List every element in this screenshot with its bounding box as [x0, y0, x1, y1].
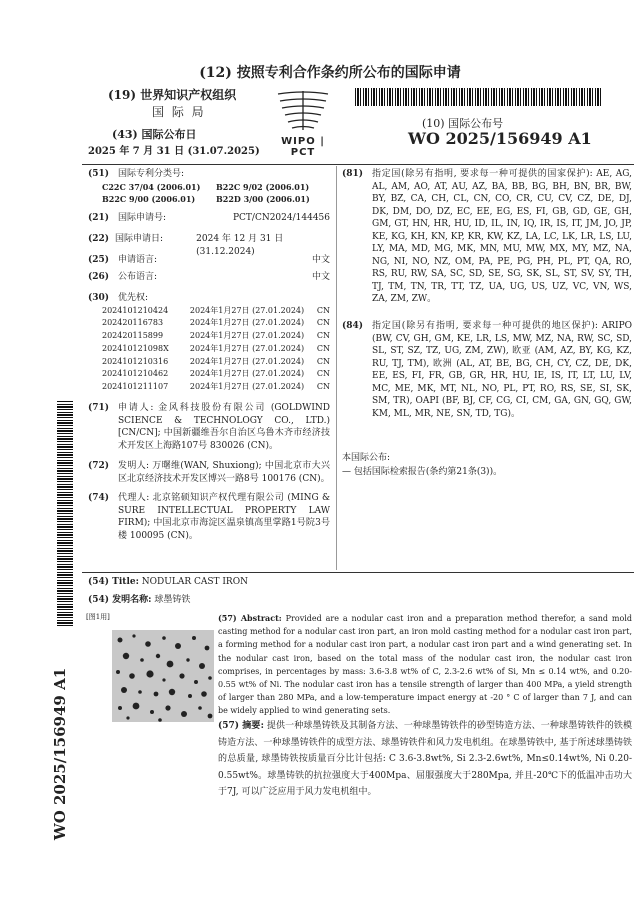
graphite-nodules-figure — [112, 630, 214, 722]
field-51: (51) 国际专利分类号: C22C 37/04 (2006.01) B22C 9/02 (2006.01) B22C 9/00 (2006.01) B22D 3/00 (2006.01) — [88, 169, 310, 204]
pub-no-label: (10) 国际公布号 — [422, 117, 504, 130]
pub-date-label: (43) 国际公布日 — [112, 128, 197, 141]
field-30: (30) 优先权: 202410121042​4 2024年1月27日 (27.01.2024) CN 202420116783​ 2024年1月27日 (27.01.2024) CN 202420115899 2024年1月27日 (27.01.2024) CN 202410121098X 2024年1月27日 (27.01.2024) CN 2024101210316 2024年1月27日 (27.01.2024) CN 2024101210462 2024年1月27日 (27.01.2024) CN 2024101211107 2024年1月27日 (27.01.2024) CN — [88, 292, 330, 394]
micrograph-image — [112, 630, 214, 722]
field-81-states: (81) 指定国(除另有指明, 要求每一种可提供的国家保护): AE, AG, AL, AM, AO, AT, AU, AZ, BA, BB, BG, BH, BN, BR, BW, BY, BZ, CA, CH, CL, CN, CO, CR, CU, CV, CZ, DE, DJ, DK, DM, DO, DZ, EC, EE, EG, ES, FI, GB, GD, GE, GH, GM, GT, HN, HR, HU, ID, IL, IN, IQ, IR, IS, IT, JM, JO, JP, KE, KG, KH, KN, KP, KR, KW, KZ, LA, LC, LK, LR, LS, LU, LY, MA, MD, MG, MK, MN, MU, MW, MX, MY, MZ, NA, NG, NI, NO, NZ, OM, PA, PE, PG, PH, PL, PT, QA, RO, RS, RU, RW, SA, SC, SD, SE, SG, SK, SL, ST, SV, SY, TH, TJ, TM, TN, TR, TT, TZ, UA, UG, US, UZ, VC, VN, WS, ZA, ZM, ZW。 — [342, 169, 632, 304]
field-21: (21) 国际申请号: PCT/CN2024/144456 — [88, 213, 330, 223]
priority-row: 2024101210316 2024年1月27日 (27.01.2024) CN — [102, 356, 330, 366]
vertical-barcode — [57, 400, 73, 626]
priority-row: 202410121042​4 2024年1月27日 (27.01.2024) CN — [102, 305, 330, 315]
field-25: (25) 申请语言: 中文 — [88, 255, 330, 265]
priority-row: 202420116783​ 2024年1月27日 (27.01.2024) CN — [102, 318, 330, 328]
pub-number: WO 2025/156949 A1 — [408, 129, 592, 148]
barcode — [355, 88, 603, 106]
priority-row: 2024101210462 2024年1月27日 (27.01.2024) CN — [102, 369, 330, 379]
vertical-pub-number: WO 2025/156949 A1 — [51, 667, 69, 841]
abstract-zh: (57) 摘要: 提供一种球墨铸铁及其制备方法、一种球墨铸铁件的砂型铸造方法、一种球墨铸铁件的铁模铸造方法、一种球墨铸铁件的成型方法、球墨铸铁件和风力发电机组。在球墨铸铁中, 基于所述球墨铸铁的总质量, 球墨铸铁按质量百分比计包括: C 3.6-3.8wt%, Si 2.3-2.6wt%, Mn≤0.14wt%, Ni 0.20-0.55wt%。球墨铸铁的抗拉强度大于400Mpa、屈服强度大于280Mpa, 并且-20℃下的低温冲击功大于7J, 可以广泛应用于风力发电机组中。 — [218, 721, 632, 797]
wipo-emblem-icon — [268, 88, 338, 132]
priority-row: 202420115899 2024年1月27日 (27.01.2024) CN — [102, 331, 330, 341]
publication-label: 本国际公布: — [342, 453, 391, 463]
publication-item: — 包括国际检索报告(条约第21条(3))。 — [342, 467, 503, 477]
field-71-applicant: (71) 申请人: 金风科技股份有限公司 (GOLDWIND SCIENCE & TECHNOLOGY CO., LTD.) [CN/CN]; 中国新疆维吾尔自治区乌鲁木齐市经济技术开发区上海路107号 830026 (CN)。 — [88, 403, 330, 451]
title-divider — [82, 572, 634, 573]
field-26: (26) 公布语言: 中文 — [88, 272, 330, 282]
priority-row: 2024101211107 2024年1月27日 (27.01.2024) CN — [102, 382, 330, 392]
figure-label: [图1用] — [86, 613, 110, 621]
pub-date: 2025 年 7 月 31 日 (31.07.2025) — [88, 146, 260, 157]
field-74-agent: (74) 代理人: 北京铭硕知识产权代理有限公司 (MING & SURE INTELLECTUAL PROPERTY LAW FIRM); 中国北京市海淀区温泉镇高里掌路1号院3号楼 100095 (CN)。 — [88, 493, 330, 541]
wipo-logo — [268, 88, 338, 158]
field-72-inventor: (72) 发明人: 万曙维(WAN, Shuxiong); 中国北京市大兴区北京经济技术开发区博兴一路8号 100176 (CN)。 — [88, 461, 330, 484]
title-zh: (54) 发明名称: 球墨铸铁 — [88, 595, 191, 605]
document-title: (12) 按照专利合作条约所公布的国际申请 — [199, 65, 461, 81]
field-22: (22) 国际申请日: 2024 年 12 月 31 日 (31.12.2024) — [88, 234, 284, 257]
priority-row: 202410121098X 2024年1月27日 (27.01.2024) CN — [102, 343, 330, 353]
org-name: (19) 世界知识产权组织 — [108, 88, 237, 102]
field-84-regional: (84) 指定国(除另有指明, 要求每一种可提供的地区保护): ARIPO (BW, CV, GH, GM, KE, LR, LS, MW, MZ, NA, RW, SC, SD, SL, ST, SZ, TZ, UG, ZM, ZW), 欧亚 (AM, AZ, BY, KG, KZ, RU, TJ, TM), 欧洲 (AL, AT, BE, BG, CH, CY, CZ, DE, DK, EE, ES, FI, FR, GB, GR, HR, HU, IE, IS, IT, LT, LU, LV, MC, ME, MK, MT, NL, NO, PL, PT, RO, RS, SE, SI, SK, SM, TR), OAPI (BF, BJ, CF, CG, CI, CM, GA, GN, GQ, GW, KM, ML, MR, NE, SN, TD, TG)。 — [342, 321, 632, 419]
title-en: (54) Title: NODULAR CAST IRON — [88, 577, 248, 587]
wipo-pct-text: WIPO | PCT — [281, 136, 325, 158]
abstract-en: (57) Abstract: Provided are a nodular cast iron and a preparation method therefor, a sand mold casting method for a nodular cast iron part, an iron mold casting method for a nodular cast iron part, a forming method for a nodular cast iron part, a nodular cast iron part and a wind generating set. In the nodular cast iron, based on the total mass of the nodular cast iron, the nodular cast iron comprises, in percentages by mass: 3.6-3.8 wt% of C, 2.3-2.6 wt% of Si, Mn ≤ 0.14 wt%, and 0.20-0.55 wt% of Ni. The nodular cast iron has a tensile strength of larger than 400 MPa, a yield strength of larger than 280 MPa, and a low-temperature impact energy at -20 ° C of larger than 7 J, and can be widely applied to wind generating sets. — [218, 613, 633, 716]
org-bureau: 国 际 局 — [152, 105, 206, 119]
column-divider — [336, 166, 337, 570]
header-divider — [82, 164, 634, 165]
